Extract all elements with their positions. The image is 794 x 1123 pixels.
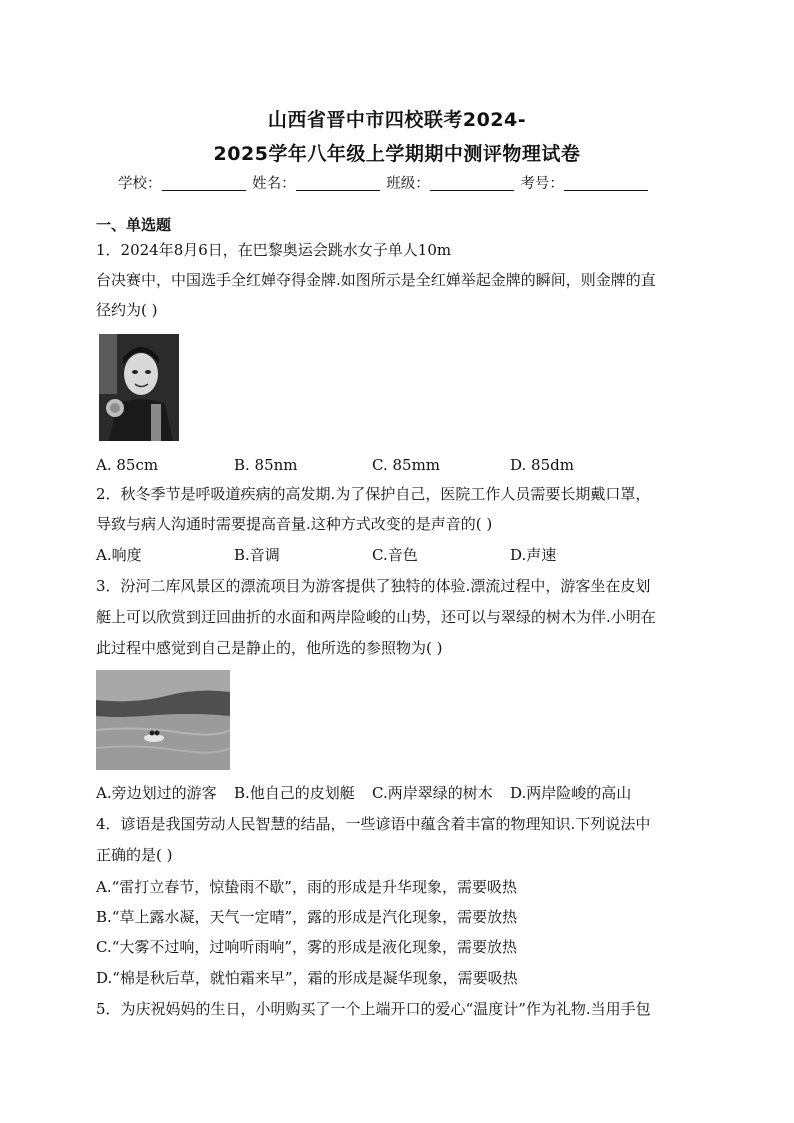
- exam-title-line2: 2025学年八年级上学期期中测评物理试卷: [213, 143, 581, 165]
- q5-line: 5．为庆祝妈妈的生日，小明购买了一个上端开口的爱心“温度计”作为礼物.当用手包: [96, 1000, 651, 1018]
- q1-option: A. 85cm: [96, 456, 159, 474]
- q1-option: D. 85dm: [510, 456, 574, 474]
- school-label: 学校：: [118, 176, 162, 192]
- q3-option: D.两岸险峻的高山: [510, 784, 632, 802]
- q2-option: A.响度: [96, 546, 142, 564]
- q1-option: B. 85nm: [234, 456, 298, 474]
- q2-option: D.声速: [510, 546, 557, 564]
- q2-option: C.音色: [372, 546, 418, 564]
- student-info-row: [118, 172, 678, 193]
- q4-option: B.“草上露水凝，天气一定晴”，露的形成是汽化现象，需要放热: [96, 908, 518, 926]
- q2-line: 2．秋冬季节是呼吸道疾病的高发期.为了保护自己，医院工作人员需要长期戴口罩，: [96, 485, 651, 503]
- q3-option: A.旁边划过的游客: [96, 784, 217, 802]
- q3-line: 艇上可以欣赏到迂回曲折的水面和两岸险峻的山势，还可以与翠绿的树木为伴.小明在: [96, 608, 656, 626]
- q4-option: C.“大雾不过响，过响听雨响”，雾的形成是液化现象，需要放热: [96, 938, 518, 956]
- q1-line: 1．2024年8月6日，在巴黎奥运会跳水女子单人10m: [96, 241, 452, 259]
- school-blank: [162, 176, 246, 191]
- name-blank: [296, 176, 380, 191]
- q4-option: D.“棉是秋后草，就怕霜来早”，霜的形成是凝华现象，需要吸热: [96, 969, 518, 987]
- name-label: 姓名：: [252, 176, 296, 192]
- exam-title-line1: 山西省晋中市四校联考2024-: [267, 109, 527, 131]
- q4-line: 4．谚语是我国劳动人民智慧的结晶，一些谚语中蕴含着丰富的物理知识.下列说法中: [96, 815, 651, 833]
- q1-line: 台决赛中，中国选手全红婵夺得金牌.如图所示是全红婵举起金牌的瞬间，则金牌的直: [96, 271, 656, 289]
- q4-line: 正确的是( ): [96, 846, 173, 864]
- q3-option: B.他自己的皮划艇: [234, 784, 355, 802]
- q2-line: 导致与病人沟通时需要提高音量.这种方式改变的是声音的( ): [96, 515, 493, 533]
- q3-option: C.两岸翠绿的树木: [372, 784, 493, 802]
- class-blank: [430, 176, 514, 191]
- id-label: 考号：: [520, 176, 564, 192]
- rafting-photo: [96, 670, 230, 770]
- q3-line: 此过程中感觉到自己是静止的，他所选的参照物为( ): [96, 639, 443, 657]
- q1-option: C. 85mm: [372, 456, 441, 474]
- id-blank: [564, 176, 648, 191]
- q1-line: 径约为( ): [96, 301, 158, 319]
- q4-option: A.“雷打立春节，惊蛰雨不歇”，雨的形成是升华现象，需要吸热: [96, 878, 517, 896]
- section-title: 一、单选题: [96, 216, 172, 234]
- class-label: 班级：: [386, 176, 430, 192]
- q2-option: B.音调: [234, 546, 280, 564]
- diver-photo: [99, 334, 179, 441]
- q3-line: 3．汾河二库风景区的漂流项目为游客提供了独特的体验.漂流过程中，游客坐在皮划: [96, 577, 651, 595]
